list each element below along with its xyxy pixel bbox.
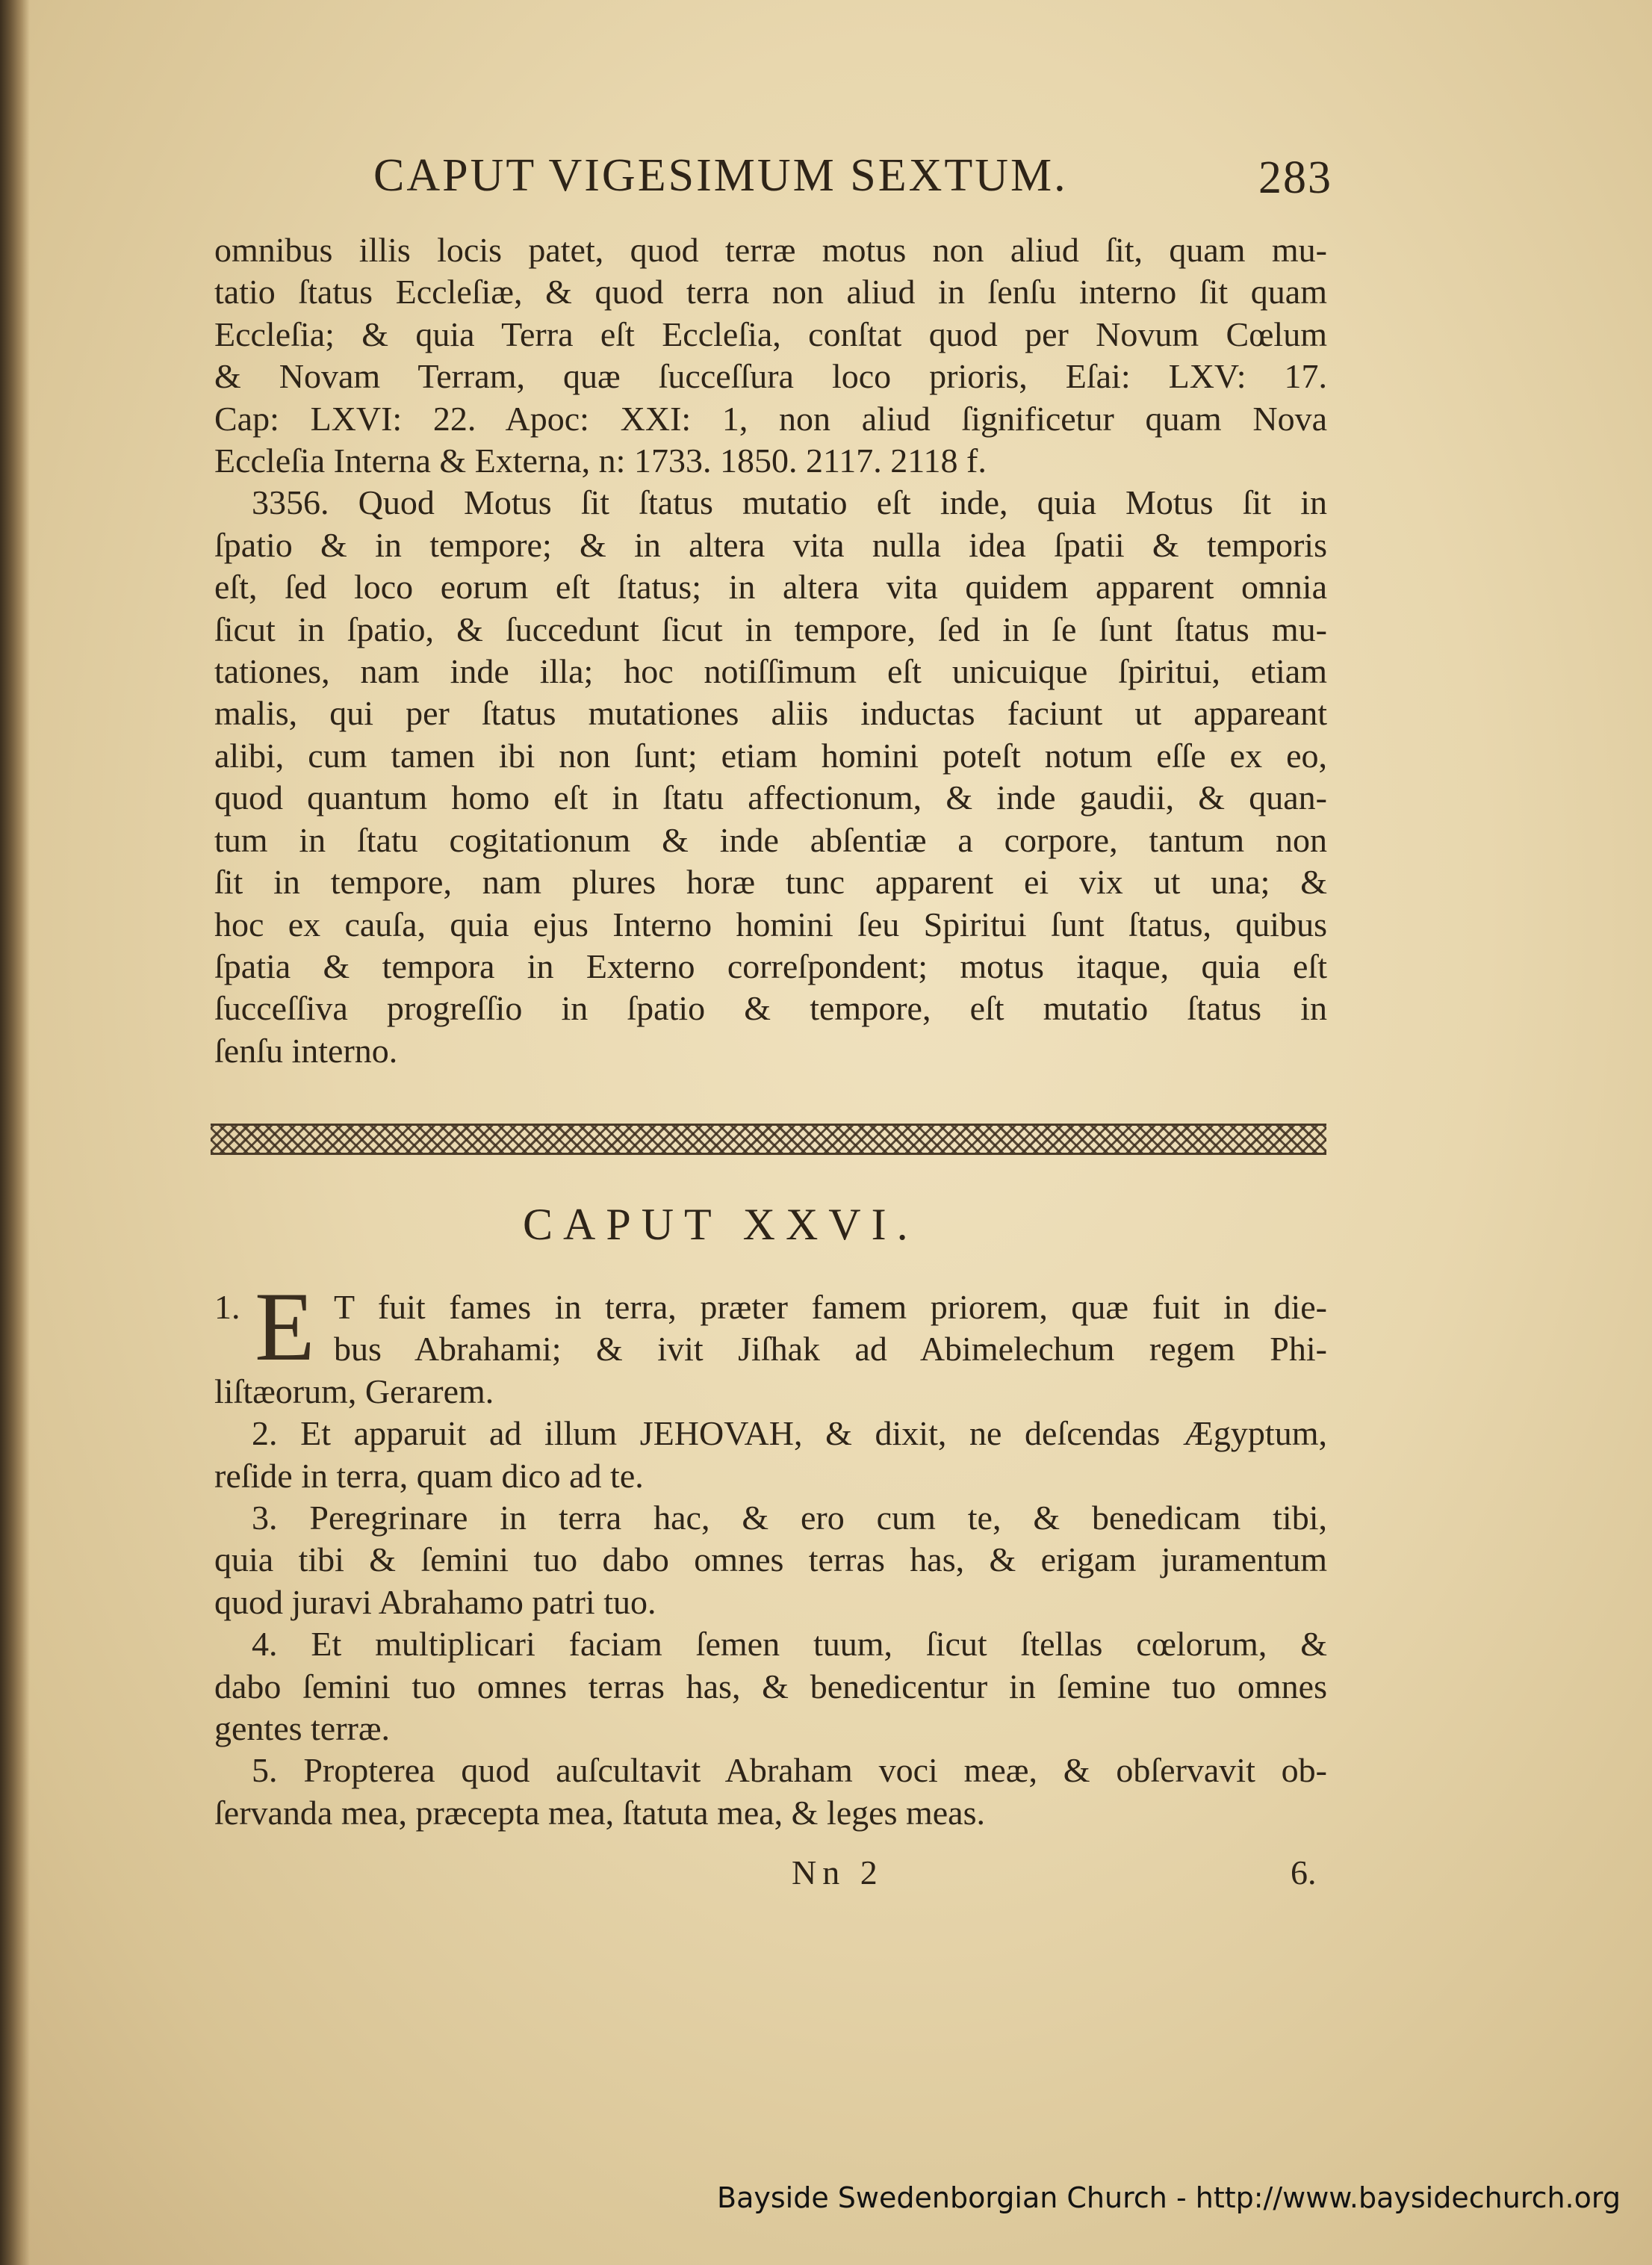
chapter-title: CAPUT XXVI.: [523, 1200, 919, 1249]
text-line: & Novam Terram, quæ ſucceſſura loco prioris, Eſai: LXV: 17.: [214, 357, 1327, 396]
paragraph-3356-line: eſt, ſed loco eorum eſt ſtatus; in altera vita quidem apparent omnia: [214, 568, 1327, 607]
page-number: 283: [1258, 152, 1332, 203]
verse-5-line: ſervanda mea, præcepta mea, ſtatuta mea, & leges meas.: [214, 1793, 985, 1832]
drop-cap: E: [255, 1271, 315, 1381]
text-line: omnibus illis locis patet, quod terræ motus non aliud ſit, quam mu-: [214, 231, 1327, 269]
watermark-credit: Bayside Swedenborgian Church - http://www.baysidechurch.org: [717, 2181, 1621, 2214]
verse-4-line: gentes terræ.: [214, 1709, 391, 1748]
verse-block: [214, 1271, 1327, 1834]
verse-3-line: quod juravi Abrahamo patri tuo.: [214, 1582, 656, 1621]
book-spine-shadow: [0, 0, 30, 2265]
verse-1: [214, 1271, 1327, 1381]
text-line: liſtæorum, Gerarem.: [214, 1372, 494, 1410]
commentary-block: [214, 229, 1327, 1072]
paragraph-3356-line: ſucceſſiva progreſſio in ſpatio & tempore, eſt mutatio ſtatus in: [214, 989, 1327, 1028]
verse-3-line: 3. Peregrinare in terra hac, & ero cum te, & benedicam tibi,: [252, 1499, 1327, 1537]
signature-mark: Nn 2: [792, 1853, 884, 1891]
paragraph-3356-line: alibi, cum tamen ibi non ſunt; etiam homini poteſt notum eſſe ex eo,: [214, 736, 1327, 775]
paragraph-3356-line: ſicut in ſpatio, & ſuccedunt ſicut in tempore, ſed in ſe ſunt ſtatus mu-: [214, 610, 1327, 648]
verse-4-line: 4. Et multiplicari faciam ſemen tuum, ſicut ſtellas cœlorum, &: [252, 1625, 1327, 1664]
verse-2-line: 2. Et apparuit ad illum JEHOVAH, & dixit, ne deſcendas Ægyptum,: [252, 1414, 1327, 1453]
paragraph-3356-line: 3356. Quod Motus ſit ſtatus mutatio eſt inde, quia Motus ſit in: [252, 483, 1327, 522]
text-line: Eccleſia Interna & Externa, n: 1733. 1850. 2117. 2118 f.: [214, 441, 987, 480]
catchword: 6.: [1291, 1853, 1317, 1891]
paragraph-3356-line: quod quantum homo eſt in ſtatu affectionum, & inde gaudii, & quan-: [214, 778, 1327, 817]
ornamental-divider: [211, 1124, 1326, 1155]
text-line: Eccleſia; & quia Terra eſt Eccleſia, conſtat quod per Novum Cœlum: [214, 315, 1327, 353]
verse-3-line: quia tibi & ſemini tuo dabo omnes terras has, & erigam juramentum: [214, 1540, 1327, 1579]
paragraph-3356-line: ſenſu interno.: [214, 1031, 398, 1070]
text-line: bus Abrahami; & ivit Jiſhak ad Abimelechum regem Phi-: [334, 1330, 1327, 1369]
paragraph-3356-line: tum in ſtatu cogitationum & inde abſentiæ a corpore, tantum non: [214, 820, 1327, 859]
paragraph-3356-line: malis, qui per ſtatus mutationes aliis inductas faciunt ut appareant: [214, 694, 1327, 733]
paragraph-3356-line: ſit in tempore, nam plures horæ tunc apparent ei vix ut una; &: [214, 863, 1327, 902]
paragraph-3356-line: tationes, nam inde illa; hoc notiſſimum eſt unicuique ſpiritui, etiam: [214, 652, 1327, 691]
verse-2-line: reſide in terra, quam dico ad te.: [214, 1456, 644, 1495]
verse-number: 1.: [214, 1288, 240, 1326]
verse-5-line: 5. Propterea quod auſcultavit Abraham voci meæ, & obſervavit ob-: [252, 1751, 1327, 1790]
paragraph-3356-line: ſpatia & tempora in Externo correſpondent; motus itaque, quia eſt: [214, 946, 1327, 985]
paragraph-3356-line: hoc ex cauſa, quia ejus Interno homini ſeu Spiritui ſunt ſtatus, quibus: [214, 905, 1327, 944]
text-line: T fuit fames in terra, præter famem priorem, quæ fuit in die-: [334, 1288, 1327, 1326]
text-line: Cap: LXVI: 22. Apoc: XXI: 1, non aliud ſignificetur quam Nova: [214, 399, 1327, 438]
running-head: CAPUT VIGESIMUM SEXTUM.: [373, 150, 1068, 201]
verse-4-line: dabo ſemini tuo omnes terras has, & benedicentur in ſemine tuo omnes: [214, 1667, 1327, 1705]
text-line: tatio ſtatus Eccleſiæ, & quod terra non aliud in ſenſu interno ſit quam: [214, 273, 1327, 312]
paragraph-3356-line: ſpatio & in tempore; & in altera vita nulla idea ſpatii & temporis: [214, 525, 1327, 564]
